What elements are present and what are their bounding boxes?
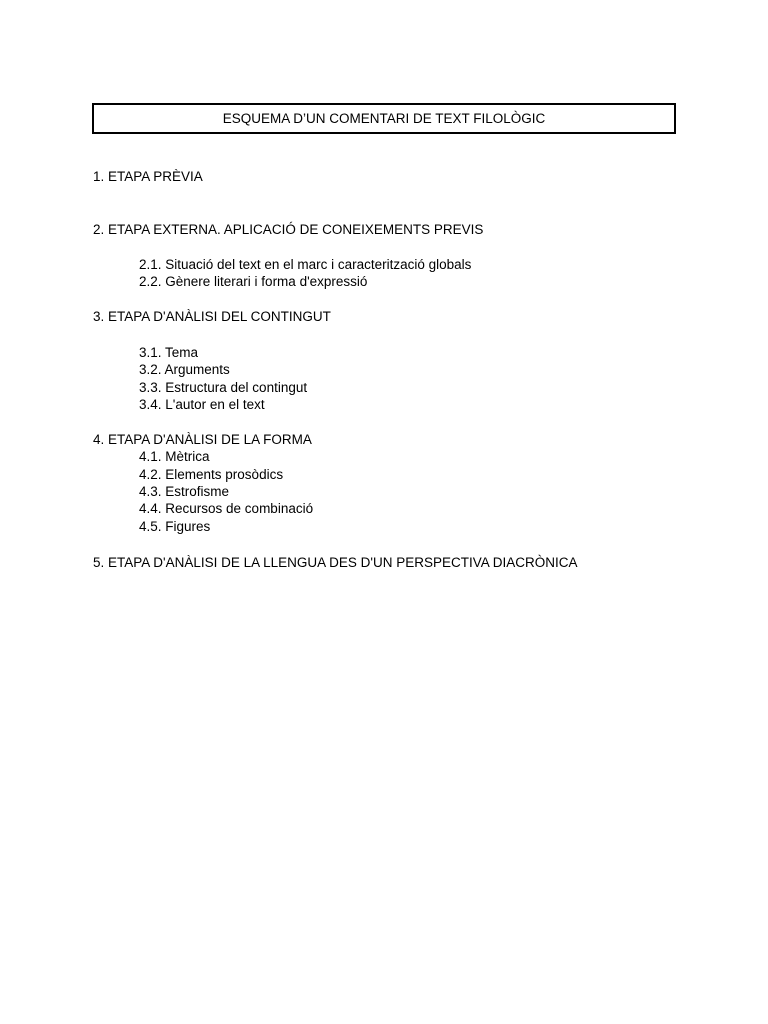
section-item-4-2: 4.2. Elements prosòdics (139, 467, 284, 482)
section-heading-2: 2. ETAPA EXTERNA. APLICACIÓ DE CONEIXEMENTS PREVIS (93, 222, 484, 237)
section-item-3-2: 3.2. Arguments (139, 362, 230, 377)
section-item-2-2: 2.2. Gènere literari i forma d'expressió (139, 274, 368, 289)
section-item-4-1: 4.1. Mètrica (139, 449, 210, 464)
section-item-4-3: 4.3. Estrofisme (139, 484, 230, 499)
section-item-3-3: 3.3. Estructura del contingut (139, 380, 308, 395)
section-item-4-5: 4.5. Figures (139, 519, 211, 534)
document-title: ESQUEMA D’UN COMENTARI DE TEXT FILOLÒGIC (222, 111, 546, 126)
section-item-3-1: 3.1. Tema (139, 345, 199, 360)
section-heading-1: 1. ETAPA PRÈVIA (93, 169, 203, 184)
section-item-3-4: 3.4. L'autor en el text (139, 397, 265, 412)
document-title-box (92, 103, 676, 134)
section-heading-4: 4. ETAPA D'ANÀLISI DE LA FORMA (93, 432, 312, 447)
section-item-4-4: 4.4. Recursos de combinació (139, 501, 314, 516)
section-heading-5: 5. ETAPA D'ANÀLISI DE LA LLENGUA DES D'UN PERSPECTIVA DIACRÒNICA (93, 555, 578, 570)
section-item-2-1: 2.1. Situació del text en el marc i caracterització globals (139, 257, 472, 272)
section-heading-3: 3. ETAPA D'ANÀLISI DEL CONTINGUT (93, 309, 331, 324)
